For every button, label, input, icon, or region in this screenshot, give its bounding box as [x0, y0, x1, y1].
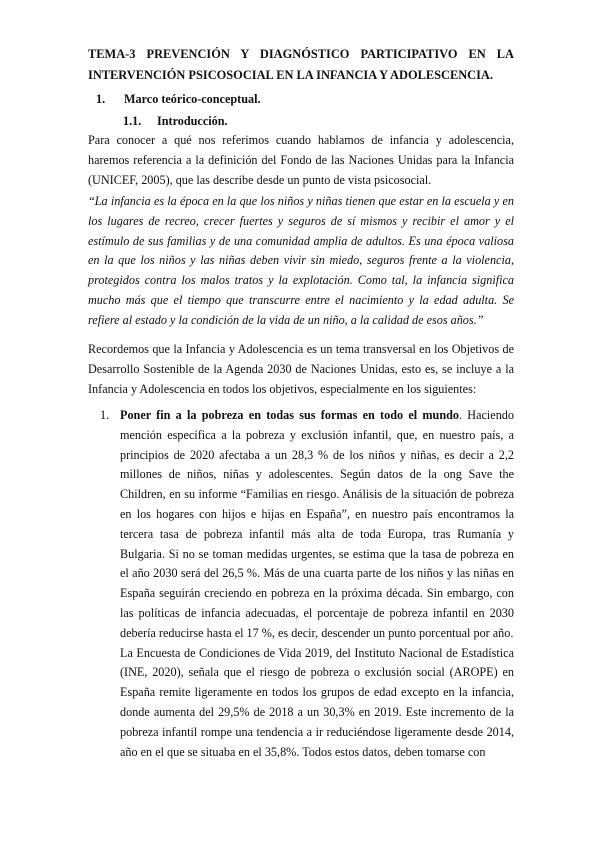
- section-label: Marco teórico-conceptual.: [124, 92, 261, 106]
- list-item-text: . Haciendo mención específica a la pobreza y exclusión infantil, que, en nuestro país, a principios de 2020 afectaba a un 28,3 % de los niños y niñas, es decir a 2,2 millones de niños, niñas y adolescentes. Según datos de la ong Save the Children, en su informe “Familias en riesgo. Análisis de la situación de pobreza en los hogares con hijos e hijas en España”, en nuestro país encontramos la tercera tasa de pobreza infantil más alta de toda Europa, tras Rumanía y Bulgaria. Si no se toman medidas urgentes, se estima que la tasa de pobreza en el año 2030 será del 26,5 %. Más de una cuarta parte de los niños y las niñas en España seguirán creciendo en pobreza en la próxima década. Sin embargo, con las políticas de infancia adecuadas, el porcentaje de pobreza infantil en 2030 debería reducirse hasta el 17 %, es decir, descender un punto porcentual por año.: [120, 408, 514, 640]
- subsection-label: Introducción.: [157, 114, 228, 128]
- intro-paragraph: Para conocer a qué nos referimos cuando hablamos de infancia y adolescencia, haremos referencia a la definición del Fondo de las Naciones Unidas para la Infancia (UNICEF, 2005), que las describe desde un punto de vista psicosocial.: [88, 133, 514, 187]
- sdg-paragraph: Recordemos que la Infancia y Adolescencia es un tema transversal en los Objetivos de Desarrollo Sostenible de la Agenda 2030 de Naciones Unidas, esto es, se incluye a la Infancia y Adolescencia en todos los objetivos, especialmente en los siguientes:: [88, 342, 514, 396]
- document-title: TEMA-3 PREVENCIÓN Y DIAGNÓSTICO PARTICIPATIVO EN LA INTERVENCIÓN PSICOSOCIAL EN LA INFANCIA Y ADOLESCENCIA.: [88, 47, 514, 82]
- list-item-heading: Poner fin a la pobreza en todas sus formas en todo el mundo: [120, 408, 459, 422]
- list-item-paragraph: [120, 406, 514, 644]
- subsection-heading-1-1: [123, 112, 228, 130]
- list-item-followup: La Encuesta de Condiciones de Vida 2019, del Instituto Nacional de Estadística (INE, 2020), señala que el riesgo de pobreza o exclusión social (AROPE) en España remite ligeramente en todos los grupos de edad excepto en la infancia, donde aumenta del 29,5% de 2018 a un 30,3% en 2019. Este incremento de la pobreza infantil rompe una tendencia a ir reduciéndose ligeramente desde 2014, año en el que se situaba en el 35,8%. Todos estos datos, deben tomarse con: [120, 645, 514, 759]
- section-number: 1.: [96, 92, 106, 106]
- list-item-body: [120, 406, 514, 762]
- subsection-number: 1.1.: [123, 114, 142, 128]
- section-heading-1: [96, 90, 261, 108]
- list-marker: 1.: [100, 408, 110, 422]
- unicef-quote: “La infancia es la época en la que los niños y niñas tienen que estar en la escuela y en los lugares de recreo, crecer fuertes y seguros de sí mismos y recibir el amor y el estímulo de sus familias y de una comunidad amplia de adultos. Es una época valiosa en la que los niños y las niñas deben vivir sin miedo, seguros frente a la violencia, protegidos contra los malos tratos y la explotación. Como tal, la infancia significa mucho más que el tiempo que transcurre entre el nacimiento y la edad adulta. Se refiere al estado y la condición de la vida de un niño, a la calidad de esos años.”: [88, 194, 514, 327]
